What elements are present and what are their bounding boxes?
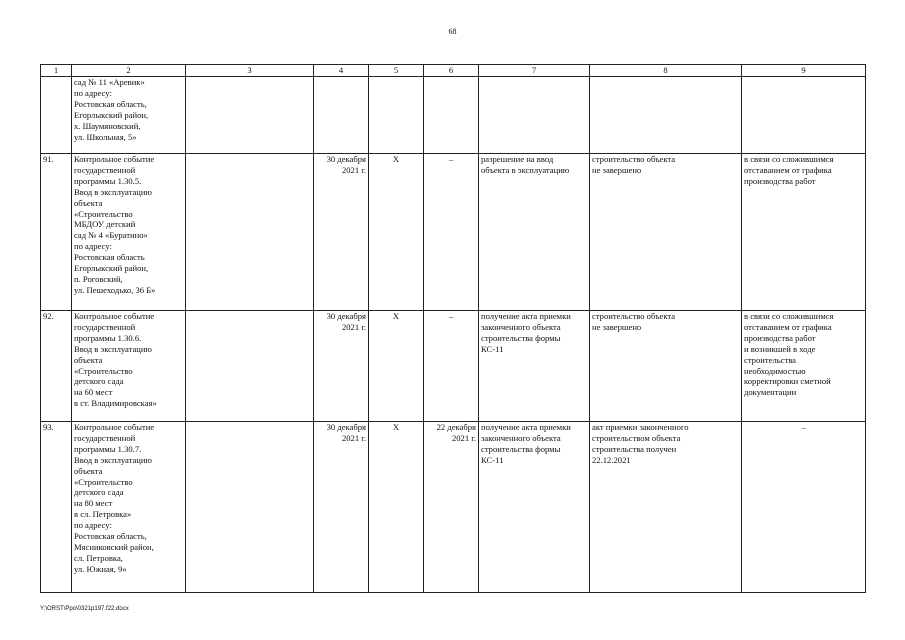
- cell-name: Контрольное событие государственной программы 1.30.5. Ввод в эксплуатацию объекта «Строительство МБДОУ детский сад № 4 «Буратино» по адресу: Ростовская область Егорлыкский район, п. Роговский, ул. Пешеходько, 36 Б»: [72, 154, 186, 311]
- cell-x: [369, 77, 424, 154]
- cell-col3: [186, 311, 314, 422]
- cell-reason: в связи со сложившимся отставанием от графика производства работ: [742, 154, 866, 311]
- cell-fact: –: [424, 311, 479, 422]
- table-row-continuation: [41, 77, 866, 154]
- header-col-7: 7: [479, 65, 590, 77]
- header-col-9: 9: [742, 65, 866, 77]
- header-col-4: 4: [314, 65, 369, 77]
- cell-result: получение акта приемки законченного объекта строительства формы КС-11: [479, 311, 590, 422]
- cell-reason: [742, 77, 866, 154]
- cell-fact: 22 декабря 2021 г.: [424, 422, 479, 593]
- cell-status: акт приемки законченного строительством объекта строительства получен 22.12.2021: [590, 422, 742, 593]
- cell-col3: [186, 77, 314, 154]
- cell-col3: [186, 422, 314, 593]
- cell-x: Х: [369, 311, 424, 422]
- table-row: [41, 311, 866, 422]
- cell-num: 92.: [41, 311, 72, 422]
- footer-file-path: Y:\ORST\Ppo\0321p197.f22.docx: [40, 606, 129, 612]
- cell-fact: –: [424, 154, 479, 311]
- cell-date: 30 декабря 2021 г.: [314, 311, 369, 422]
- report-table: [40, 64, 866, 593]
- table-row: [41, 154, 866, 311]
- cell-name: сад № 11 «Аревик» по адресу: Ростовская область, Егорлыкский район, х. Шаумяновский, ул. Школьная, 5»: [72, 77, 186, 154]
- cell-date: 30 декабря 2021 г.: [314, 154, 369, 311]
- cell-name: Контрольное событие государственной программы 1.30.6. Ввод в эксплуатацию объекта «Строительство детского сада на 60 мест в ст. Владимировская»: [72, 311, 186, 422]
- header-col-1: 1: [41, 65, 72, 77]
- cell-name: Контрольное событие государственной программы 1.30.7. Ввод в эксплуатацию объекта «Строительство детского сада на 80 мест в сл. Петровка» по адресу: Ростовская область, Мясниковский район, сл. Петровка, ул. Южная, 9»: [72, 422, 186, 593]
- cell-reason: в связи со сложившимся отставанием от графика производства работ и возникшей в ходе строительства необходимостью корректировки сметной документации: [742, 311, 866, 422]
- table-header-row: [41, 65, 866, 77]
- cell-status: строительство объекта не завершено: [590, 311, 742, 422]
- header-col-8: 8: [590, 65, 742, 77]
- cell-result: [479, 77, 590, 154]
- cell-num: 91.: [41, 154, 72, 311]
- cell-date: [314, 77, 369, 154]
- header-col-5: 5: [369, 65, 424, 77]
- header-col-3: 3: [186, 65, 314, 77]
- cell-col3: [186, 154, 314, 311]
- cell-reason: –: [742, 422, 866, 593]
- cell-x: Х: [369, 154, 424, 311]
- cell-result: получение акта приемки законченного объекта строительства формы КС-11: [479, 422, 590, 593]
- cell-num: 93.: [41, 422, 72, 593]
- cell-date: 30 декабря 2021 г.: [314, 422, 369, 593]
- table-row: [41, 422, 866, 593]
- cell-fact: [424, 77, 479, 154]
- header-col-6: 6: [424, 65, 479, 77]
- cell-x: Х: [369, 422, 424, 593]
- cell-status: [590, 77, 742, 154]
- page-number: 68: [448, 27, 457, 36]
- cell-num: [41, 77, 72, 154]
- cell-status: строительство объекта не завершено: [590, 154, 742, 311]
- header-col-2: 2: [72, 65, 186, 77]
- cell-result: разрешение на ввод объекта в эксплуатацию: [479, 154, 590, 311]
